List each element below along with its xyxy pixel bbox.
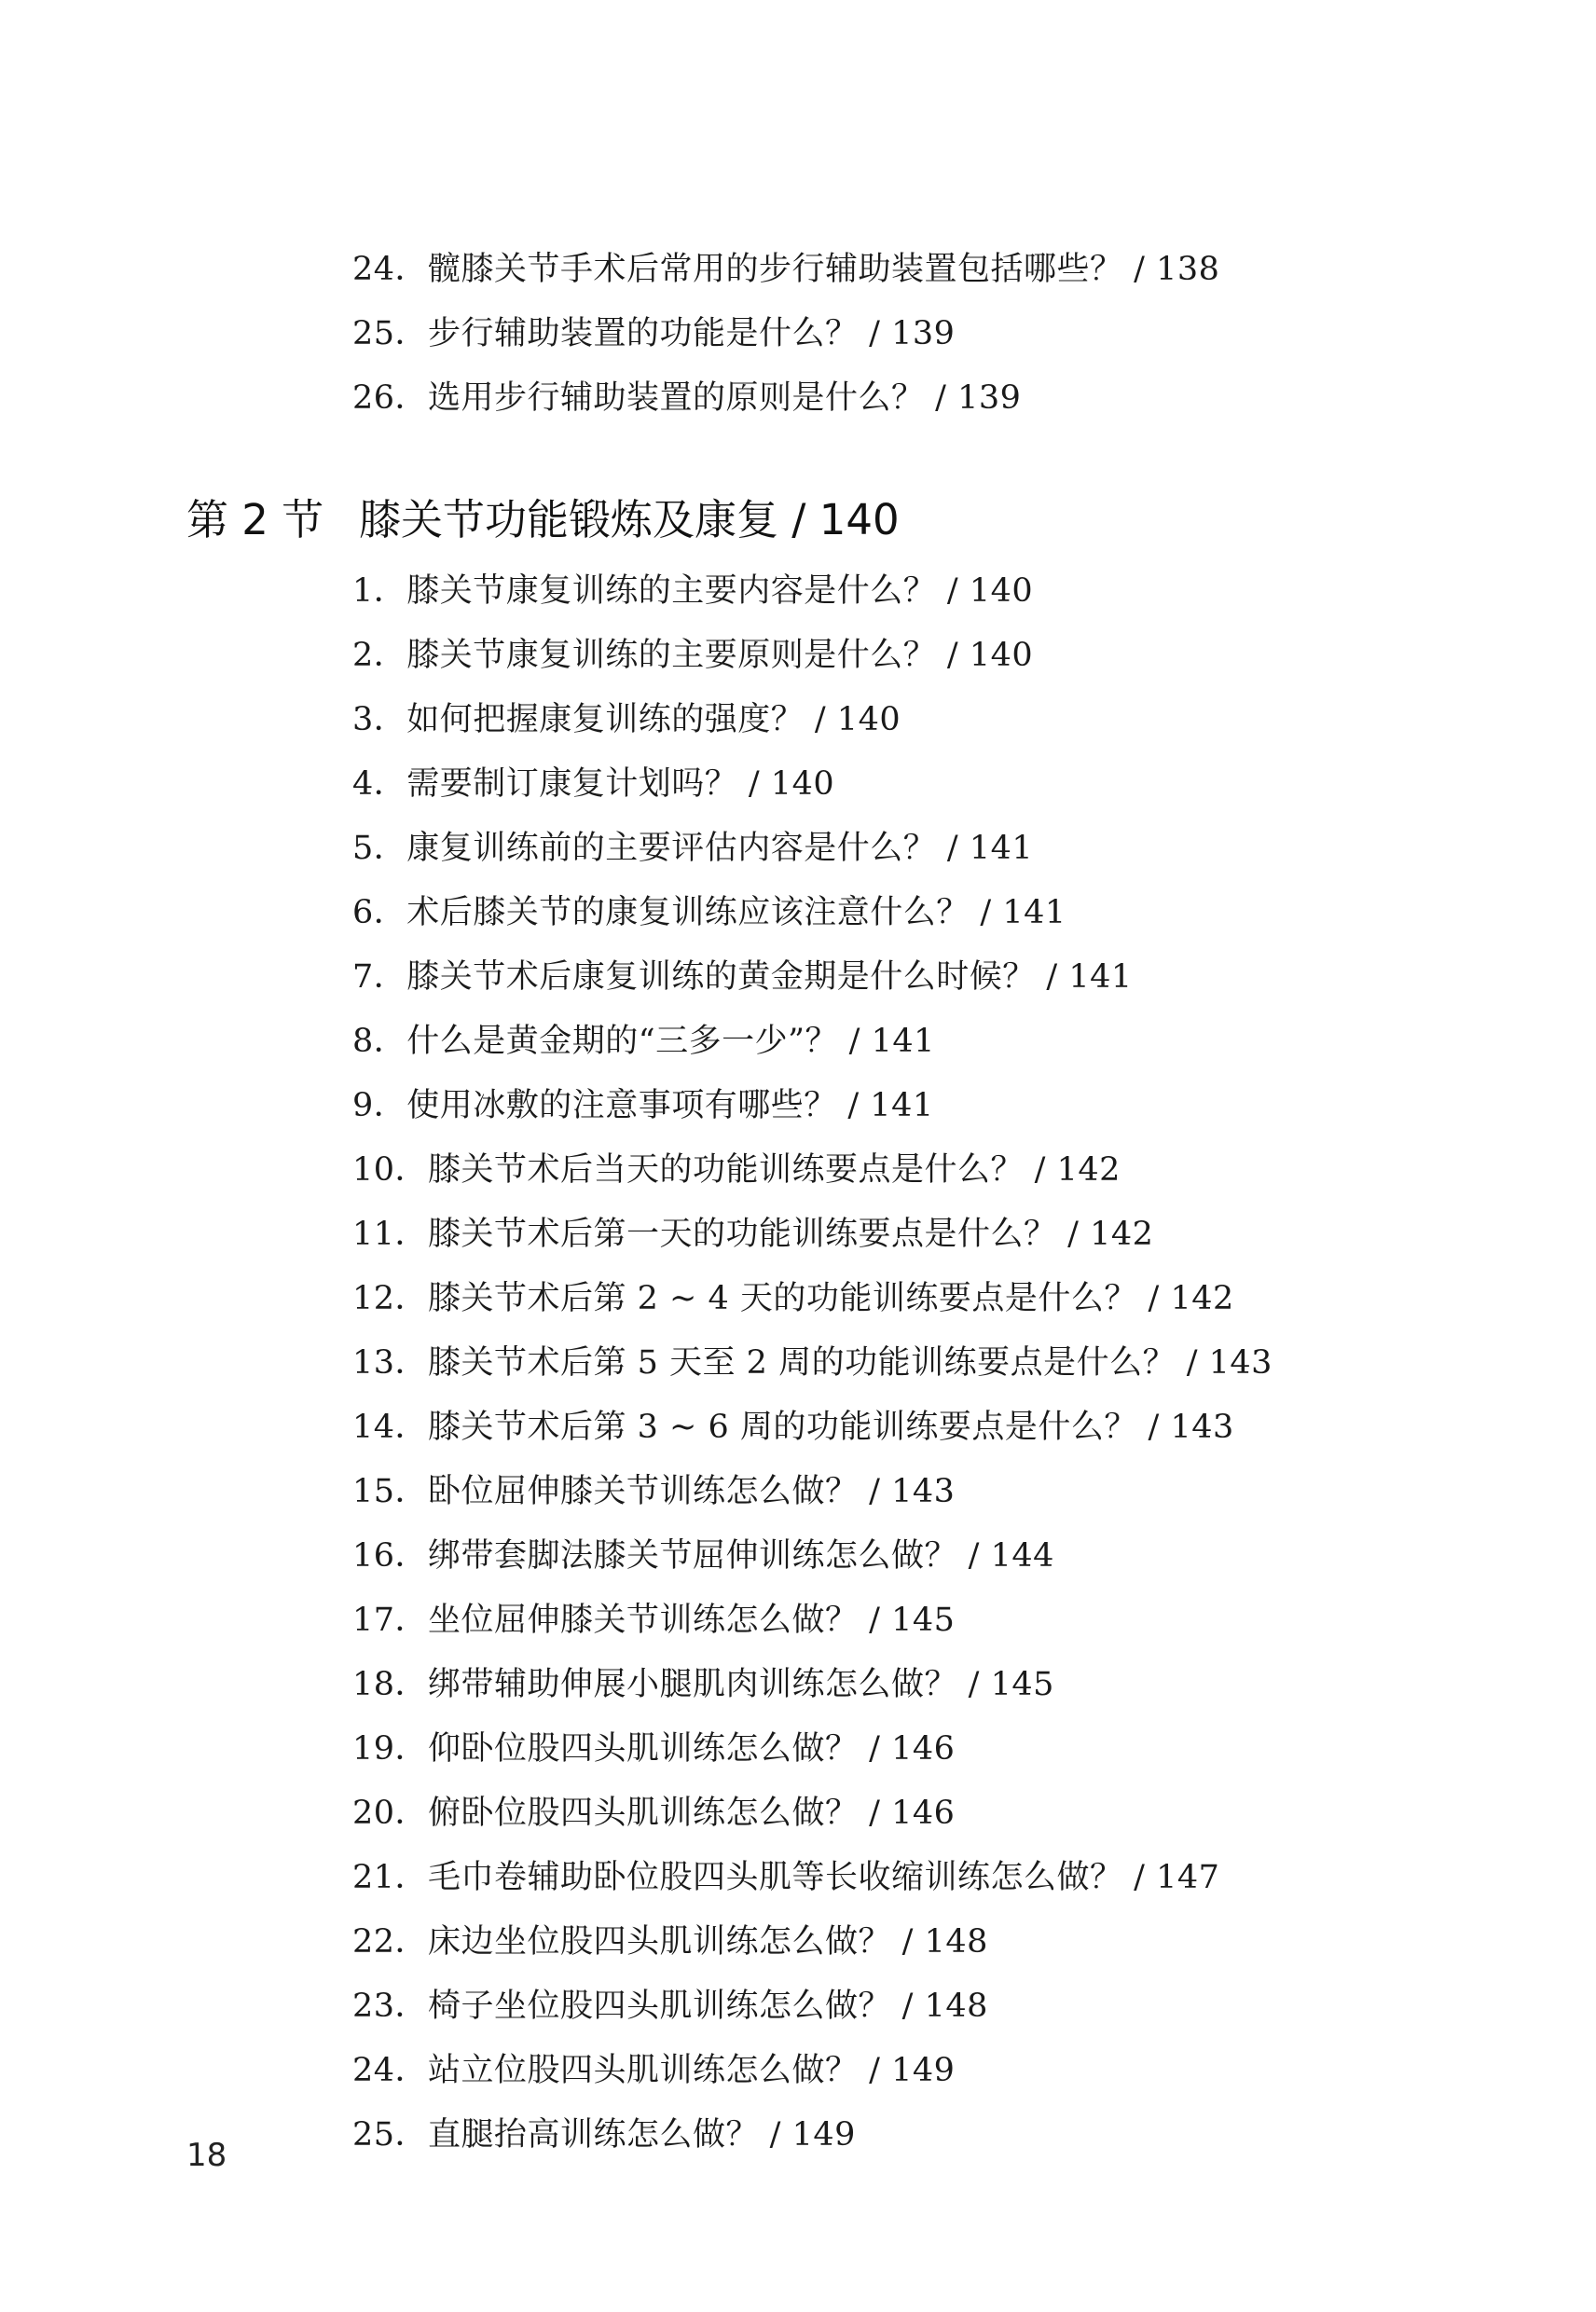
- toc-entry: 20．俯卧位股四头肌训练怎么做？ / 146: [352, 1795, 956, 1832]
- section-title: 膝关节功能锻炼及康复 / 140: [359, 495, 900, 544]
- toc-entry: 8．什么是黄金期的“三多一少”？ / 141: [352, 1023, 935, 1060]
- toc-entry: 5．康复训练前的主要评估内容是什么？ / 141: [352, 830, 1034, 867]
- toc-entry: 12．膝关节术后第 2 ~ 4 天的功能训练要点是什么？ / 142: [352, 1280, 1234, 1317]
- toc-entry: 26．选用步行辅助装置的原则是什么？ / 139: [352, 379, 1022, 417]
- toc-entry: 17．坐位屈伸膝关节训练怎么做？ / 145: [352, 1602, 956, 1639]
- toc-entry: 23．椅子坐位股四头肌训练怎么做？ / 148: [352, 1988, 988, 2025]
- toc-entry: 15．卧位屈伸膝关节训练怎么做？ / 143: [352, 1473, 956, 1510]
- toc-entry: 11．膝关节术后第一天的功能训练要点是什么？ / 142: [352, 1216, 1154, 1253]
- toc-entry: 25．步行辅助装置的功能是什么？ / 139: [352, 315, 956, 352]
- toc-entry: 25．直腿抬高训练怎么做？ / 149: [352, 2116, 856, 2154]
- toc-entry: 22．床边坐位股四头肌训练怎么做？ / 148: [352, 1923, 988, 1961]
- toc-entry: 6．术后膝关节的康复训练应该注意什么？ / 141: [352, 894, 1066, 931]
- section-heading: [186, 495, 900, 544]
- toc-entry: 7．膝关节术后康复训练的黄金期是什么时候？ / 141: [352, 958, 1133, 996]
- toc-entry: 10．膝关节术后当天的功能训练要点是什么？ / 142: [352, 1151, 1121, 1189]
- toc-entry: 24．站立位股四头肌训练怎么做？ / 149: [352, 2052, 956, 2089]
- toc-entry: 19．仰卧位股四头肌训练怎么做？ / 146: [352, 1730, 956, 1768]
- toc-entry: 3．如何把握康复训练的强度？ / 140: [352, 701, 901, 738]
- toc-entry: 16．绑带套脚法膝关节屈伸训练怎么做？ / 144: [352, 1537, 1054, 1575]
- toc-entry: 18．绑带辅助伸展小腿肌肉训练怎么做？ / 145: [352, 1666, 1054, 1703]
- toc-entry: 9．使用冰敷的注意事项有哪些？ / 141: [352, 1087, 934, 1124]
- toc-entry: 2．膝关节康复训练的主要原则是什么？ / 140: [352, 637, 1034, 674]
- toc-entry: 24．髋膝关节手术后常用的步行辅助装置包括哪些？ / 138: [352, 251, 1220, 288]
- toc-entry: 14．膝关节术后第 3 ~ 6 周的功能训练要点是什么？ / 143: [352, 1409, 1234, 1446]
- toc-entry: 4．需要制订康复计划吗？ / 140: [352, 765, 835, 803]
- toc-entry: 21．毛巾卷辅助卧位股四头肌等长收缩训练怎么做？ / 147: [352, 1859, 1220, 1896]
- toc-entry: 13．膝关节术后第 5 天至 2 周的功能训练要点是什么？ / 143: [352, 1344, 1273, 1382]
- page-number: 18: [186, 2137, 227, 2174]
- section-label: 第 2 节: [186, 495, 324, 544]
- toc-entry: 1．膝关节康复训练的主要内容是什么？ / 140: [352, 572, 1034, 610]
